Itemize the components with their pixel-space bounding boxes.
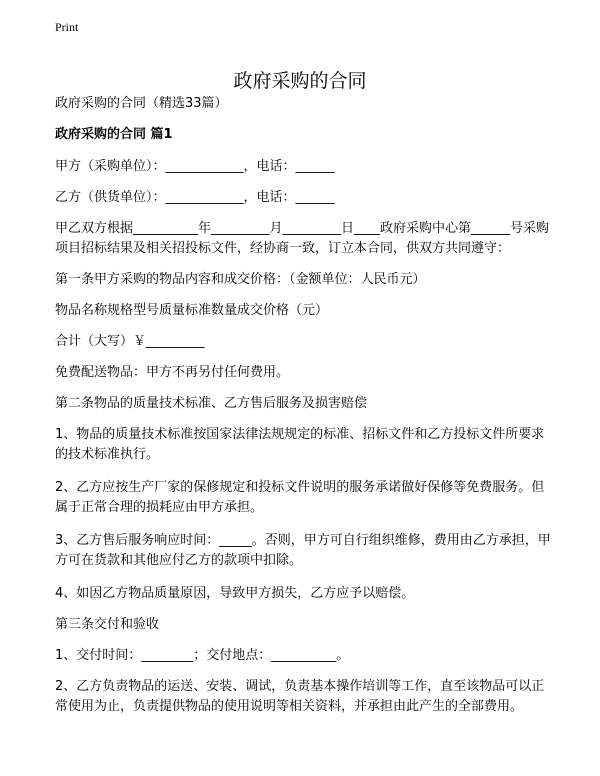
clause-2-4: 4、如因乙方物品质量原因，导致甲方损失，乙方应予以赔偿。 (55, 586, 415, 601)
clause-3-2: 2、乙方负责物品的运送、安装、调试，负责基本操作培训等工作，直至该物品可以正常使用为止，负责提供物品的使用说明等相关资料，并承担由此产生的全部费用。 (55, 679, 545, 714)
party-a-line: 甲方（采购单位）：____________，电话：______ (55, 159, 335, 174)
clause-2-1: 1、物品的质量技术标准按国家法律法规规定的标准、招标文件和乙方投标文件所要求的技术标准执行。 (55, 427, 545, 462)
article-3-heading: 第三条交付和验收 (55, 617, 160, 632)
document-body (55, 94, 555, 728)
article-2-heading: 第二条物品的质量技术标准、乙方售后服务及损害赔偿 (55, 396, 368, 411)
section-heading: 政府采购的合同 篇1 (55, 127, 173, 142)
free-delivery-line: 免费配送物品：甲方不再另付任何费用。 (55, 365, 290, 380)
page-title: 政府采购的合同 (233, 69, 367, 92)
clause-3-1: 1、交付时间：________；交付地点：__________。 (55, 648, 350, 663)
print-link[interactable]: Print (55, 20, 79, 34)
party-b-line: 乙方（供货单位）：____________，电话：______ (55, 190, 335, 205)
preamble-paragraph: 甲乙双方根据__________年_________月_________日____政府采购中心第______号采购项目招标结果及相关招投标文件，经协商一致，订立本合同，供双方共同遵守： (55, 221, 550, 256)
total-line: 合计（大写）￥_________ (55, 334, 205, 349)
clause-2-3: 3、乙方售后服务响应时间：_____。否则，甲方可自行组织维修，费用由乙方承担，甲方可在货款和其他应付乙方的款项中扣除。 (55, 533, 551, 568)
document-subtitle: 政府采购的合同（精选33篇） (55, 96, 228, 111)
item-table-header: 物品名称规格型号质量标准数量成交价格（元） (55, 303, 329, 318)
clause-2-2: 2、乙方应按生产厂家的保修规定和投标文件说明的服务承诺做好保修等免费服务。但属于正常合理的损耗应由甲方承担。 (55, 480, 545, 515)
article-1-heading: 第一条甲方采购的物品内容和成交价格：（金额单位：人民币元） (55, 272, 426, 287)
